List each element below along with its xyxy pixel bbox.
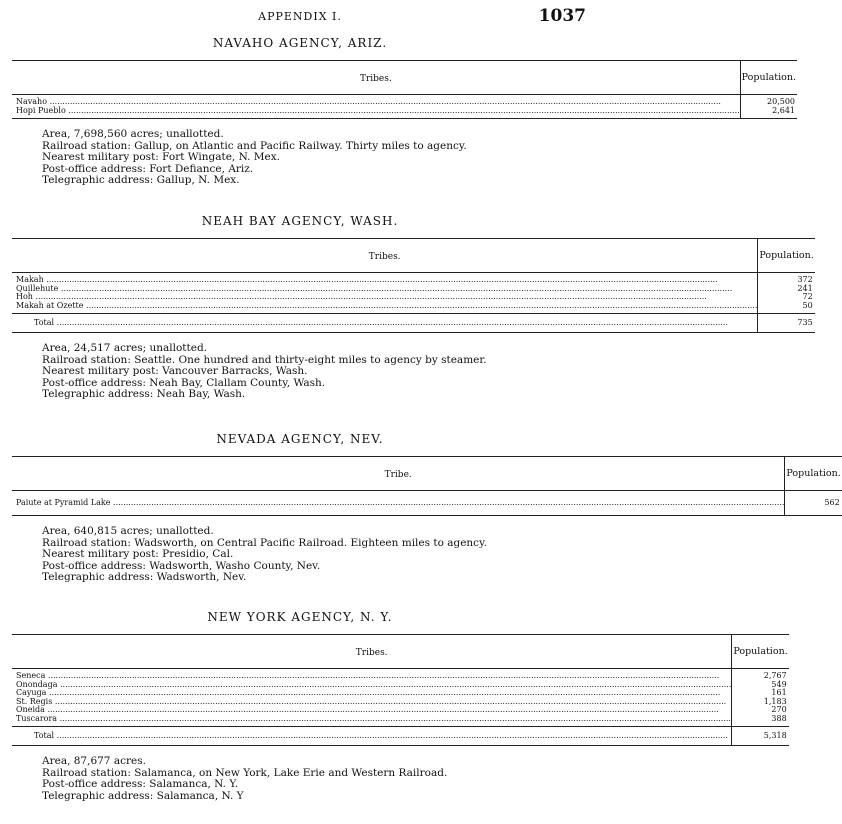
- tribe-population: 388: [732, 715, 789, 727]
- tribe-name: Makah .....: [12, 273, 758, 285]
- agency-title: NAVAHO AGENCY, ARIZ.: [212, 36, 388, 50]
- page-header: [0, 6, 600, 26]
- population-column-header: Population.: [785, 457, 842, 491]
- table-row: [12, 302, 815, 314]
- agency-title: NEAH BAY AGENCY, WASH.: [201, 214, 399, 228]
- tribe-population: 270: [732, 706, 789, 715]
- running-title: APPENDIX I.: [258, 10, 342, 23]
- note-line: Telegraphic address: Salamanca, N. Y: [42, 789, 244, 802]
- tribe-column-header: Tribe.: [12, 457, 785, 491]
- tribes-column-header: Tribes.: [12, 239, 758, 273]
- tribe-population: 2,641: [740, 107, 797, 119]
- total-population: 5,318: [732, 727, 789, 746]
- note-line: Area, 640,815 acres; unallotted.: [42, 525, 214, 537]
- table-row: [12, 715, 789, 727]
- population-table: [12, 60, 797, 119]
- tribe-name: Hoh .....: [12, 293, 758, 302]
- population-table: [12, 456, 842, 516]
- tribe-name: Oneida .....: [12, 706, 732, 715]
- population-column-header: Population.: [740, 61, 797, 95]
- note-line: Telegraphic address: Gallup, N. Mex.: [42, 174, 240, 186]
- neah-bay-agency-section: [12, 214, 814, 401]
- tribe-name: Quillehute .....: [12, 285, 758, 294]
- note-line: Telegraphic address: Wadsworth, Nev.: [42, 571, 247, 583]
- note-line: Area, 87,677 acres.: [42, 755, 146, 767]
- note-line: Area, 7,698,560 acres; unallotted.: [42, 128, 224, 140]
- total-label: Total .....: [12, 727, 732, 746]
- tribe-name: Tuscarora .....: [12, 715, 732, 727]
- tribe-population: 2,767: [732, 669, 789, 681]
- tribe-population: 50: [758, 302, 815, 314]
- tribes-column-header: Tribes.: [12, 635, 732, 669]
- tribe-population: 161: [732, 689, 789, 698]
- agency-title: NEVADA AGENCY, NEV.: [216, 432, 384, 446]
- nevada-agency-section: [12, 432, 841, 584]
- note-line: Railroad station: Seattle. One hundred and thirty-eight miles to agency by steamer.: [42, 353, 487, 366]
- tribe-population: 241: [758, 285, 815, 294]
- tribe-population: 372: [758, 273, 815, 285]
- table-header-row: [12, 239, 815, 273]
- table-row: [12, 491, 842, 516]
- tribe-population: 20,500: [740, 95, 797, 107]
- total-row: [12, 314, 815, 333]
- total-label: Total .....: [12, 314, 758, 333]
- tribe-population: 72: [758, 293, 815, 302]
- agency-notes: [42, 526, 588, 584]
- note-line: Nearest military post: Fort Wingate, N. Mex.: [42, 151, 281, 163]
- population-column-header: Population.: [732, 635, 789, 669]
- tribe-population: 1,183: [732, 698, 789, 707]
- table-header-row: [12, 635, 789, 669]
- note-line: Railroad station: Gallup, on Atlantic and Pacific Railway. Thirty miles to agency.: [42, 139, 467, 152]
- population-table: [12, 238, 815, 333]
- total-population: 735: [758, 314, 815, 333]
- note-line: Nearest military post: Presidio, Cal.: [42, 548, 234, 560]
- note-line: Post-office address: Neah Bay, Clallam County, Wash.: [42, 376, 326, 389]
- note-line: Post-office address: Fort Defiance, Ariz.: [42, 162, 254, 175]
- tribe-name: Makah at Ozette .....: [12, 302, 758, 314]
- note-line: Post-office address: Salamanca, N. Y.: [42, 778, 239, 790]
- note-line: Nearest military post: Vancouver Barracks, Wash.: [42, 365, 308, 377]
- table-header-row: [12, 61, 797, 95]
- tribes-column-header: Tribes.: [12, 61, 740, 95]
- navaho-agency-section: [12, 36, 797, 187]
- tribe-name: Hopi Pueblo .....: [12, 107, 740, 119]
- table-header-row: [12, 457, 842, 491]
- tribe-name: Paiute at Pyramid Lake .....: [12, 491, 785, 516]
- note-line: Area, 24,517 acres; unallotted.: [42, 342, 208, 354]
- new-york-agency-section: [12, 610, 788, 802]
- population-table: [12, 634, 789, 746]
- total-row: [12, 727, 789, 746]
- agency-notes: [42, 129, 588, 187]
- tribe-name: Cayuga .....: [12, 689, 732, 698]
- tribe-population: 549: [732, 681, 789, 690]
- tribe-population: 562: [785, 491, 842, 516]
- note-line: Post-office address: Wadsworth, Washo County, Nev.: [42, 559, 321, 572]
- note-line: Railroad station: Wadsworth, on Central Pacific Railroad. Eighteen miles to agency.: [42, 536, 487, 549]
- tribe-name: Onondaga .....: [12, 681, 732, 690]
- agency-notes: [42, 756, 588, 802]
- table-row: [12, 107, 797, 119]
- agency-notes: [42, 343, 588, 401]
- agency-title: NEW YORK AGENCY, N. Y.: [207, 610, 393, 624]
- tribe-name: St. Regis .....: [12, 698, 732, 707]
- tribe-name: Seneca .....: [12, 669, 732, 681]
- population-column-header: Population.: [758, 239, 815, 273]
- note-line: Railroad station: Salamanca, on New York, Lake Erie and Western Railroad.: [42, 766, 448, 779]
- note-line: Telegraphic address: Neah Bay, Wash.: [42, 388, 246, 400]
- tribe-name: Navaho .....: [12, 95, 740, 107]
- page-number: 1037: [538, 6, 586, 26]
